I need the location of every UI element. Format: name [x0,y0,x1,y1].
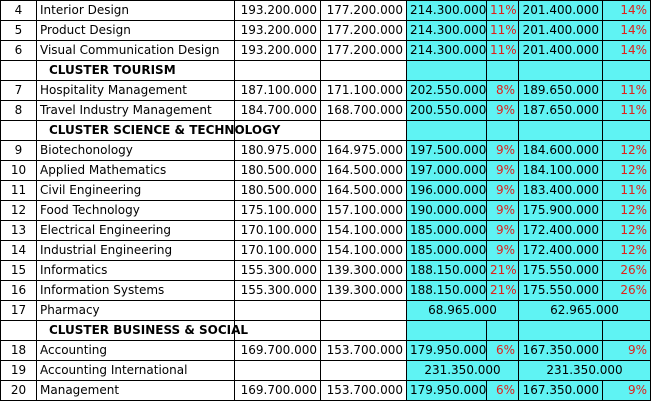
empty-cell [321,121,407,141]
fee-cell-2: 164.500.000 [321,181,407,201]
fee-cell-1: 170.100.000 [235,241,321,261]
empty-cell [519,121,603,141]
increase-percent-1: 9% [487,181,519,201]
fee-cell-3: 197.000.000 [407,161,487,181]
fee-cell-2: 153.700.000 [321,381,407,401]
table-row [1,81,651,101]
program-name-cell: Industrial Engineering [37,241,235,261]
fee-cell-3: 202.550.000 [407,81,487,101]
increase-percent-1: 11% [487,41,519,61]
number-cell: 10 [1,161,37,181]
fee-cell-4: 184.100.000 [519,161,603,181]
fee-cell-1: 170.100.000 [235,221,321,241]
fee-cell-1: 155.300.000 [235,261,321,281]
increase-percent-2: 11% [603,101,651,121]
table-row [1,41,651,61]
increase-percent-1: 21% [487,261,519,281]
fee-cell-3: 188.150.000 [407,281,487,301]
number-cell: 18 [1,341,37,361]
fee-cell-2: 153.700.000 [321,341,407,361]
number-cell: 6 [1,41,37,61]
fee-cell-1: 193.200.000 [235,1,321,21]
fee-cell-3: 231.350.000 [407,361,519,381]
fee-cell-1: 169.700.000 [235,341,321,361]
program-name-cell: Electrical Engineering [37,221,235,241]
number-cell: 11 [1,181,37,201]
fee-cell-4: 175.550.000 [519,281,603,301]
empty-cell [321,321,407,341]
fee-cell-4: 189.650.000 [519,81,603,101]
fee-cell-3: 179.950.000 [407,341,487,361]
increase-percent-2: 11% [603,81,651,101]
table-row [1,21,651,41]
number-cell: 13 [1,221,37,241]
fee-cell-4: 172.400.000 [519,221,603,241]
fee-cell-1 [235,301,321,321]
increase-percent-1: 9% [487,241,519,261]
table-body [1,1,651,401]
program-name-cell: Travel Industry Management [37,101,235,121]
increase-percent-1: 8% [487,81,519,101]
empty-cell [519,61,603,81]
fee-cell-4: 201.400.000 [519,1,603,21]
fee-cell-1: 187.100.000 [235,81,321,101]
table-row [1,161,651,181]
number-cell [1,121,37,141]
increase-percent-2: 14% [603,21,651,41]
fee-cell-3: 190.000.000 [407,201,487,221]
increase-percent-1: 9% [487,221,519,241]
program-name-cell: Pharmacy [37,301,235,321]
fee-cell-4: 167.350.000 [519,341,603,361]
empty-cell [487,121,519,141]
empty-cell [603,321,651,341]
table-row [1,221,651,241]
increase-percent-2: 12% [603,201,651,221]
fee-cell-1: 169.700.000 [235,381,321,401]
cluster-label: CLUSTER TOURISM [37,61,235,81]
increase-percent-1: 9% [487,201,519,221]
increase-percent-2: 14% [603,41,651,61]
empty-cell [321,61,407,81]
fee-cell-3: 200.550.000 [407,101,487,121]
table-row [1,141,651,161]
table-row [1,361,651,381]
fee-cell-3: 214.300.000 [407,41,487,61]
program-name-cell: Information Systems [37,281,235,301]
number-cell: 19 [1,361,37,381]
empty-cell [603,121,651,141]
number-cell [1,61,37,81]
fee-cell-2: 154.100.000 [321,241,407,261]
cluster-header-row [1,321,651,341]
program-name-cell: Applied Mathematics [37,161,235,181]
fee-cell-4: 172.400.000 [519,241,603,261]
program-name-cell: Product Design [37,21,235,41]
fee-cell-4: 62.965.000 [519,301,651,321]
increase-percent-1: 9% [487,101,519,121]
table-row [1,341,651,361]
number-cell: 5 [1,21,37,41]
table-row [1,181,651,201]
number-cell: 9 [1,141,37,161]
fee-cell-4: 183.400.000 [519,181,603,201]
fee-cell-3: 68.965.000 [407,301,519,321]
increase-percent-1: 11% [487,21,519,41]
table-row [1,241,651,261]
fee-cell-1 [235,361,321,381]
empty-cell [603,61,651,81]
increase-percent-1: 9% [487,141,519,161]
fee-cell-1: 184.700.000 [235,101,321,121]
program-name-cell: Visual Communication Design [37,41,235,61]
number-cell: 14 [1,241,37,261]
fee-cell-2: 164.975.000 [321,141,407,161]
table-row [1,1,651,21]
increase-percent-1: 11% [487,1,519,21]
fee-cell-2 [321,361,407,381]
fee-cell-2: 157.100.000 [321,201,407,221]
fee-cell-1: 180.500.000 [235,161,321,181]
fee-cell-3: 185.000.000 [407,221,487,241]
fee-cell-4: 167.350.000 [519,381,603,401]
increase-percent-1: 6% [487,381,519,401]
increase-percent-2: 26% [603,261,651,281]
table-row [1,101,651,121]
fee-cell-2: 177.200.000 [321,21,407,41]
fee-cell-1: 193.200.000 [235,41,321,61]
table-row [1,261,651,281]
empty-cell [407,61,487,81]
empty-cell [407,321,487,341]
cluster-header-row [1,61,651,81]
fee-cell-2: 164.500.000 [321,161,407,181]
number-cell [1,321,37,341]
number-cell: 15 [1,261,37,281]
program-name-cell: Food Technology [37,201,235,221]
fee-cell-2: 171.100.000 [321,81,407,101]
increase-percent-2: 12% [603,161,651,181]
fee-cell-4: 231.350.000 [519,361,651,381]
increase-percent-2: 9% [603,381,651,401]
fee-cell-2: 139.300.000 [321,261,407,281]
increase-percent-2: 11% [603,181,651,201]
fee-cell-4: 175.550.000 [519,261,603,281]
empty-cell [487,321,519,341]
number-cell: 4 [1,1,37,21]
fee-cell-1: 155.300.000 [235,281,321,301]
number-cell: 16 [1,281,37,301]
cluster-label: CLUSTER SCIENCE & TECHNOLOGY [37,121,235,141]
table-row [1,281,651,301]
fee-cell-3: 214.300.000 [407,1,487,21]
fee-cell-4: 201.400.000 [519,21,603,41]
fee-cell-1: 175.100.000 [235,201,321,221]
empty-cell [235,61,321,81]
program-name-cell: Hospitality Management [37,81,235,101]
increase-percent-1: 21% [487,281,519,301]
fee-cell-2: 177.200.000 [321,1,407,21]
cluster-label: CLUSTER BUSINESS & SOCIAL [37,321,235,341]
fee-cell-1: 193.200.000 [235,21,321,41]
fee-cell-2: 168.700.000 [321,101,407,121]
number-cell: 12 [1,201,37,221]
increase-percent-2: 12% [603,241,651,261]
cluster-header-row [1,121,651,141]
fee-cell-3: 179.950.000 [407,381,487,401]
number-cell: 17 [1,301,37,321]
increase-percent-2: 12% [603,221,651,241]
program-name-cell: Biotechonology [37,141,235,161]
table-row [1,381,651,401]
fee-cell-2: 154.100.000 [321,221,407,241]
program-name-cell: Accounting [37,341,235,361]
empty-cell [407,121,487,141]
table-row [1,301,651,321]
fee-cell-3: 214.300.000 [407,21,487,41]
empty-cell [519,321,603,341]
number-cell: 7 [1,81,37,101]
increase-percent-2: 12% [603,141,651,161]
fee-cell-3: 188.150.000 [407,261,487,281]
fee-cell-4: 201.400.000 [519,41,603,61]
increase-percent-1: 9% [487,161,519,181]
fee-cell-3: 185.000.000 [407,241,487,261]
increase-percent-2: 9% [603,341,651,361]
fee-cell-2: 177.200.000 [321,41,407,61]
fee-cell-4: 187.650.000 [519,101,603,121]
program-name-cell: Civil Engineering [37,181,235,201]
increase-percent-2: 26% [603,281,651,301]
fee-cell-1: 180.975.000 [235,141,321,161]
fee-cell-4: 184.600.000 [519,141,603,161]
number-cell: 8 [1,101,37,121]
fee-cell-2: 139.300.000 [321,281,407,301]
program-name-cell: Interior Design [37,1,235,21]
program-name-cell: Informatics [37,261,235,281]
fee-cell-2 [321,301,407,321]
table-row [1,201,651,221]
number-cell: 20 [1,381,37,401]
empty-cell [487,61,519,81]
fee-cell-1: 180.500.000 [235,181,321,201]
program-name-cell: Accounting International [37,361,235,381]
increase-percent-2: 14% [603,1,651,21]
program-name-cell: Management [37,381,235,401]
fee-cell-3: 197.500.000 [407,141,487,161]
increase-percent-1: 6% [487,341,519,361]
fee-cell-4: 175.900.000 [519,201,603,221]
fee-cell-3: 196.000.000 [407,181,487,201]
